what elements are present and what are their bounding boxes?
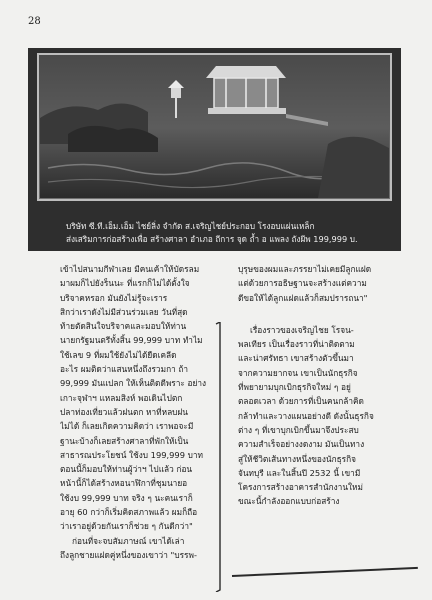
margin-bracket-mark xyxy=(214,322,228,592)
text-line: พลเทียร เป็นเรื่องราวที่น่าติดตาม xyxy=(238,339,355,350)
text-line: ก่อนที่จะจบสัมภาษณ์ เขาได้เล่า xyxy=(72,535,185,546)
caption-line: ส่งเสริมการก่อสร้างเพื่อ สร้างศาลา อำเภอ ถีการ จุด ถ้ำ อ แพลง ถังผีพ 199,999 บ. xyxy=(66,233,358,244)
text-line: ปลาท่องเที่ยวแล้วฝนตก หาที่หลบฝน xyxy=(60,406,188,417)
text-line: ฐานะบ้างก็เลยสร้างศาลาที่พักให้เป็น xyxy=(60,435,189,446)
text-line: ที่พยายามบุกเบิกธุรกิจใหม่ ๆ อยู่ xyxy=(238,382,351,393)
text-line: ว่าเราอยู่ด้วยกันเราก็ช่วย ๆ กันดีกว่า" xyxy=(60,521,193,532)
page-number: 28 xyxy=(28,16,41,27)
text-line: สิกว่าเราดังไม่มีส่วนร่วมเลย วันที่สุด xyxy=(60,306,188,317)
text-line: ขณะนี้กำลังออกแบบก่อสร้าง xyxy=(238,496,340,507)
right-text-column xyxy=(238,262,398,509)
text-line: มาผมก็ไปยังร็นนะ ที่แรกก็ไม่ได้ตั้งใจ xyxy=(60,278,190,289)
text-line: ดีขอให้ได้ลูกแฝดแล้วก็สมปรารถนา" xyxy=(238,292,368,303)
text-line: อะไร ผมติดว่าแสนหนึ่งถึงรวมกา ถ้า xyxy=(60,364,189,375)
text-line: และน่าศรัทธา เขาสร้างตัวขึ้นมา xyxy=(238,353,354,364)
divider-line xyxy=(232,567,418,577)
text-line: ท้ายตัดสินใจบริจาคและมอบให้ท่าน xyxy=(60,321,187,332)
text-line: บริจาคหรอก มันยังไม่รู้จะเราร xyxy=(60,292,168,303)
text-line: เกาะจุฬาฯ แหลมสิงห์ พอเดินไปตก xyxy=(60,392,183,403)
text-line: แต่ด้วยการอธิษฐานจะสร้างแต่ความ xyxy=(238,278,367,289)
text-line: ใช้งบ 99,999 บาท จริง ๆ นะคนเราก็ xyxy=(60,492,193,503)
right-paragraph xyxy=(238,323,398,509)
text-line: สาธารณประโยชน์ ใช้งบ 199,999 บาท xyxy=(60,449,204,460)
text-line: กล้าทำและวางแผนอย่างดี ดังนั้นธุรกิจ xyxy=(238,410,374,421)
text-line: หน้านี้ก็ได้สร้างหอนาฬิกาที่ชุมนายอ xyxy=(60,478,188,489)
text-line: ตอนนี้ก็มอบให้ท่านผู้ว่าฯ ไปแล้ว ก่อน xyxy=(60,464,193,475)
text-line: นายกรัฐมนตรีทั้งสิ้น 99,999 บาท ทำไม xyxy=(60,335,203,346)
text-line: เรื่องราวของเจริญไชย โรจน- xyxy=(250,324,354,335)
text-line: ต่าง ๆ ที่เขาบุกเบิกขึ้นมาจึงประสบ xyxy=(238,424,359,435)
text-line: อายุ 60 กว่าก็เริ่มคิดสภาพแล้ว ผมก็ถือ xyxy=(60,507,198,518)
caption-line: บริษัท ซี.ที.เอ็ม.เอ็ม ไชย์ลิ่ง จำกัด ส.เจริญไชย์ประกอบ โรงอบแผ่นเหล็ก xyxy=(66,221,315,231)
text-line: ตลอดเวลา ด้วยการที่เป็นคนกล้าคิด xyxy=(238,396,364,407)
text-line: โครงการสร้างอาคารสำนักงานใหม่ xyxy=(238,482,363,493)
text-line: ไม่ได้ ก็เลยเกิดความคิดว่า เราพอจะมี xyxy=(60,421,194,432)
text-line: เข้าไปสนามกีฬาเลย มีคนเค้าให้บัดรลม xyxy=(60,264,200,274)
text-line: จากความยากจน เขาเป็นนักธุรกิจ xyxy=(238,367,358,378)
pavilion-photo xyxy=(28,48,401,251)
text-line: ความสำเร็จอย่างงดงาม มันเป็นทาง xyxy=(238,439,365,450)
text-line: ถึงลูกชายแฝดคู่หนึ่งของเขาว่า "บรรพ- xyxy=(60,549,197,560)
text-line: 99,999 มันแปลก ให้เห็นติดดีพราะ อย่าง xyxy=(60,378,207,389)
text-line: บุรุษของผมและภรรยาไม่เคยมีลูกแฝด xyxy=(238,264,372,274)
text-line: ใช้เลข 9 ที่ผมใช้ยังไม่ได้ยืดเคลีด xyxy=(60,349,177,360)
text-line: จันทบุรี และในสิ้นปี 2532 นี้ เขามี xyxy=(238,467,361,478)
left-text-column xyxy=(60,262,210,562)
text-line: สู่ให้ชีวิตเส้นทางหนึ่งของนักธุรกิจ xyxy=(238,453,357,464)
photo-caption xyxy=(66,220,393,245)
